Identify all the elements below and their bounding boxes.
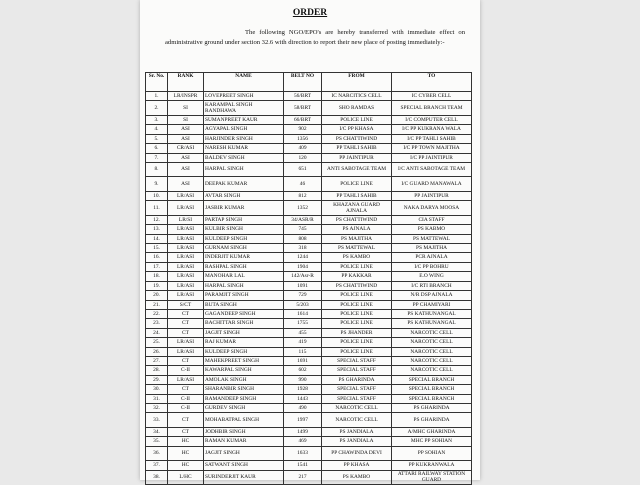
cell-from: PS CHATTIWIND (322, 215, 392, 224)
cell-from: PS JANDIALA (322, 427, 392, 436)
cell-name: SATWANT SINGH (204, 461, 284, 470)
cell-from: POLICE LINE (322, 291, 392, 300)
cell-to: NAKA DARYA MOOSA (392, 201, 472, 216)
cell-belt-no: 1091 (284, 281, 322, 290)
cell-belt-no: 990 (284, 375, 322, 384)
cell-name: DEEPAK KUMAR (204, 177, 284, 192)
table-row (146, 215, 472, 224)
cell-to: PP JAINTIPUR (392, 191, 472, 200)
cell-name: HARPAL SINGH (204, 281, 284, 290)
cell-from: PP JAINTIPUR (322, 153, 392, 162)
table-row (146, 281, 472, 290)
cell-sr-no: 23. (146, 319, 168, 328)
cell-to: MHC PP SOHIAN (392, 437, 472, 446)
cell-rank: L/HC (168, 470, 204, 485)
cell-from: PP KHASA (322, 461, 392, 470)
cell-from: SPECIAL STAFF (322, 394, 392, 403)
cell-to: N/R DSP AJNALA (392, 291, 472, 300)
cell-belt-no: 142/Asr-R (284, 272, 322, 281)
header-name: NAME (204, 73, 284, 92)
cell-from: NARCOTIC CELL (322, 413, 392, 428)
cell-from: PS MATTEWAL (322, 244, 392, 253)
table-row (146, 262, 472, 271)
cell-rank: CT (168, 309, 204, 318)
table-row (146, 177, 472, 192)
cell-from: I/C PP KHASA (322, 125, 392, 134)
cell-name: JODHBIR SINGH (204, 427, 284, 436)
cell-to: PS GHARINDA (392, 413, 472, 428)
cell-to: A/MHC GHARINDA (392, 427, 472, 436)
cell-sr-no: 6. (146, 144, 168, 153)
cell-belt-no: 1904 (284, 262, 322, 271)
intro-paragraph (165, 28, 465, 48)
cell-name: INDERJIT KUMAR (204, 253, 284, 262)
cell-rank: LR/ASI (168, 225, 204, 234)
cell-name: JASBIR KUMAR (204, 201, 284, 216)
header-sr-no: Sr. No. (146, 73, 168, 92)
cell-belt-no: 217 (284, 470, 322, 485)
cell-belt-no: 1541 (284, 461, 322, 470)
cell-to: SPECIAL BRANCH (392, 394, 472, 403)
cell-name: SUMANPREET KAUR (204, 115, 284, 124)
cell-sr-no: 33. (146, 413, 168, 428)
cell-sr-no: 26. (146, 347, 168, 356)
cell-name: AVTAR SINGH (204, 191, 284, 200)
table-row (146, 225, 472, 234)
page-title: ORDER (292, 8, 328, 18)
cell-sr-no: 10. (146, 191, 168, 200)
table-row (146, 272, 472, 281)
cell-rank: C-II (168, 403, 204, 412)
cell-from: PS AJNALA (322, 225, 392, 234)
cell-from: POLICE LINE (322, 177, 392, 192)
cell-to: NARCOTIC CELL (392, 347, 472, 356)
table-row (146, 375, 472, 384)
cell-belt-no: 419 (284, 338, 322, 347)
cell-sr-no: 17. (146, 262, 168, 271)
cell-to: SPECIAL BRANCH TEAM (392, 101, 472, 116)
cell-rank: LR/INSPR (168, 92, 204, 101)
cell-sr-no: 32. (146, 403, 168, 412)
cell-sr-no: 15. (146, 244, 168, 253)
cell-rank: LR/ASI (168, 234, 204, 243)
table-row (146, 347, 472, 356)
cell-name: RAMAN KUMAR (204, 437, 284, 446)
cell-rank: CT (168, 328, 204, 337)
cell-name: GURDEV SINGH (204, 403, 284, 412)
cell-from: PP KAKKAR (322, 272, 392, 281)
cell-name: SHARANBIR SINGH (204, 385, 284, 394)
cell-to: PS KATHUNANGAL (392, 319, 472, 328)
cell-belt-no: 115 (284, 347, 322, 356)
cell-sr-no: 25. (146, 338, 168, 347)
cell-sr-no: 20. (146, 291, 168, 300)
table-row (146, 413, 472, 428)
cell-from: IC NARCITICS CELL (322, 92, 392, 101)
cell-sr-no: 18. (146, 272, 168, 281)
cell-rank: CT (168, 356, 204, 365)
cell-belt-no: 56/BRT (284, 92, 322, 101)
table-row (146, 201, 472, 216)
cell-belt-no: 1352 (284, 201, 322, 216)
table-row (146, 253, 472, 262)
cell-from: SHO RAMDAS (322, 101, 392, 116)
header-from: FROM (322, 73, 392, 92)
cell-from: POLICE LINE (322, 300, 392, 309)
cell-to: PS GHARINDA (392, 403, 472, 412)
cell-belt-no: 490 (284, 403, 322, 412)
cell-from: PS MAJITHA (322, 234, 392, 243)
cell-sr-no: 30. (146, 385, 168, 394)
table-row (146, 446, 472, 461)
table-row (146, 394, 472, 403)
cell-from: POLICE LINE (322, 338, 392, 347)
cell-sr-no: 19. (146, 281, 168, 290)
cell-to: E.O WING (392, 272, 472, 281)
cell-rank: CT (168, 319, 204, 328)
cell-to: NARCOTIC CELL (392, 366, 472, 375)
cell-name: BALDEV SINGH (204, 153, 284, 162)
cell-belt-no: 1633 (284, 446, 322, 461)
cell-sr-no: 2. (146, 101, 168, 116)
cell-from: PS JHANDER (322, 328, 392, 337)
cell-name: MOHABATPAL SINGH (204, 413, 284, 428)
cell-name: HARJINDER SINGH (204, 134, 284, 143)
cell-rank: LR/ASI (168, 201, 204, 216)
cell-to: NARCOTIC CELL (392, 338, 472, 347)
cell-sr-no: 16. (146, 253, 168, 262)
cell-name: BUTA SINGH (204, 300, 284, 309)
cell-from: SPECIAL STAFF (322, 356, 392, 365)
cell-belt-no: 1691 (284, 356, 322, 365)
cell-from: PS GHARINDA (322, 375, 392, 384)
cell-from: PP CHAWINDA DEVI (322, 446, 392, 461)
header-to: TO (392, 73, 472, 92)
table-row (146, 437, 472, 446)
cell-from: KHAZANA GUARD AJNALA (322, 201, 392, 216)
cell-name: GAGANDEEP SINGH (204, 309, 284, 318)
cell-rank: C-II (168, 394, 204, 403)
cell-rank: ASI (168, 177, 204, 192)
cell-belt-no: 46 (284, 177, 322, 192)
cell-from: POLICE LINE (322, 115, 392, 124)
table-header-row (146, 73, 472, 92)
cell-sr-no: 35. (146, 437, 168, 446)
cell-rank: CR/ASI (168, 144, 204, 153)
cell-name: AGYAPAL SINGH (204, 125, 284, 134)
cell-belt-no: 34/ASR/R (284, 215, 322, 224)
cell-to: I/C PP KUKRANA WALA (392, 125, 472, 134)
cell-belt-no: 1755 (284, 319, 322, 328)
cell-sr-no: 29. (146, 375, 168, 384)
cell-rank: LR/ASI (168, 191, 204, 200)
cell-rank: ASI (168, 153, 204, 162)
cell-belt-no: 812 (284, 191, 322, 200)
cell-rank: ASI (168, 162, 204, 177)
table-row (146, 234, 472, 243)
table-row (146, 338, 472, 347)
cell-from: PS CHATTIWIND (322, 281, 392, 290)
cell-to: I/C PP TAHLI SAHIB (392, 134, 472, 143)
table-row (146, 291, 472, 300)
table-row (146, 153, 472, 162)
cell-rank: CT (168, 413, 204, 428)
cell-to: I/C PP JAINTIPUR (392, 153, 472, 162)
cell-name: MAHEKPREET SINGH (204, 356, 284, 365)
cell-from: SPECIAL STAFF (322, 366, 392, 375)
table-row (146, 300, 472, 309)
cell-sr-no: 4. (146, 125, 168, 134)
cell-sr-no: 13. (146, 225, 168, 234)
table-row (146, 403, 472, 412)
cell-to: PP CHAMIYARI (392, 300, 472, 309)
table-row (146, 101, 472, 116)
cell-sr-no: 36. (146, 446, 168, 461)
cell-to: IC CYBER CELL (392, 92, 472, 101)
cell-sr-no: 34. (146, 427, 168, 436)
cell-belt-no: 902 (284, 125, 322, 134)
cell-belt-no: 318 (284, 244, 322, 253)
cell-rank: LR/SI (168, 215, 204, 224)
cell-belt-no: 1356 (284, 134, 322, 143)
table-row (146, 309, 472, 318)
cell-belt-no: 1499 (284, 427, 322, 436)
table-row (146, 366, 472, 375)
header-rank: RANK (168, 73, 204, 92)
cell-to: ATTARI RAILWAY STATION GUARD (392, 470, 472, 485)
cell-belt-no: 1614 (284, 309, 322, 318)
cell-belt-no: 1443 (284, 394, 322, 403)
cell-sr-no: 22. (146, 309, 168, 318)
cell-name: SURINDERJIT KAUR (204, 470, 284, 485)
cell-rank: C-II (168, 366, 204, 375)
cell-sr-no: 8. (146, 162, 168, 177)
cell-sr-no: 11. (146, 201, 168, 216)
cell-belt-no: 1997 (284, 413, 322, 428)
cell-belt-no: 58/BRT (284, 101, 322, 116)
table-row (146, 328, 472, 337)
cell-belt-no: 808 (284, 234, 322, 243)
cell-to: PS KATHUNANGAL (392, 309, 472, 318)
cell-sr-no: 3. (146, 115, 168, 124)
table-row (146, 244, 472, 253)
cell-to: PCR AJNALA (392, 253, 472, 262)
cell-rank: LR/ASI (168, 262, 204, 271)
cell-from: POLICE LINE (322, 319, 392, 328)
table-row (146, 385, 472, 394)
cell-belt-no: 651 (284, 162, 322, 177)
cell-belt-no: 1928 (284, 385, 322, 394)
cell-to: PS KABMO (392, 225, 472, 234)
cell-rank: HC (168, 446, 204, 461)
cell-to: PS MATTEWAL (392, 234, 472, 243)
cell-from: POLICE LINE (322, 309, 392, 318)
cell-belt-no: 120 (284, 153, 322, 162)
table-row (146, 427, 472, 436)
cell-sr-no: 7. (146, 153, 168, 162)
cell-name: HARPAL SINGH (204, 162, 284, 177)
cell-name: NARESH KUMAR (204, 144, 284, 153)
cell-rank: LR/ASI (168, 253, 204, 262)
cell-name: RAMANDEEP SINGH (204, 394, 284, 403)
cell-name: KARAMPAL SINGH RANDHAWA (204, 101, 284, 116)
cell-to: I/C GUARD MANAWALA (392, 177, 472, 192)
cell-sr-no: 28. (146, 366, 168, 375)
cell-sr-no: 27. (146, 356, 168, 365)
cell-to: SPECIAL BRANCH (392, 385, 472, 394)
cell-from: POLICE LINE (322, 262, 392, 271)
cell-rank: LR/ASI (168, 347, 204, 356)
cell-sr-no: 24. (146, 328, 168, 337)
cell-belt-no: 469 (284, 437, 322, 446)
cell-belt-no: 5/203 (284, 300, 322, 309)
table-row (146, 134, 472, 143)
cell-sr-no: 21. (146, 300, 168, 309)
cell-rank: CT (168, 427, 204, 436)
cell-rank: HC (168, 437, 204, 446)
table-row (146, 470, 472, 485)
cell-sr-no: 31. (146, 394, 168, 403)
cell-sr-no: 38. (146, 470, 168, 485)
cell-to: I/C PP TOWN MAJITHA (392, 144, 472, 153)
cell-from: PS CHATTIWIND (322, 134, 392, 143)
cell-rank: LR/ASI (168, 281, 204, 290)
cell-sr-no: 37. (146, 461, 168, 470)
cell-rank: LR/ASI (168, 291, 204, 300)
table-row (146, 461, 472, 470)
cell-from: PP TAHLI SAHIB (322, 144, 392, 153)
cell-from: PP TAHLI SAHIB (322, 191, 392, 200)
cell-from: SPECIAL STAFF (322, 385, 392, 394)
cell-to: NARCOTIC CELL (392, 356, 472, 365)
table-row (146, 319, 472, 328)
cell-rank: HC (168, 461, 204, 470)
cell-name: MANOHAR LAL (204, 272, 284, 281)
cell-rank: LR/ASI (168, 375, 204, 384)
cell-sr-no: 9. (146, 177, 168, 192)
cell-to: I/C RTI BRANCH (392, 281, 472, 290)
cell-from: PS JANDIALA (322, 437, 392, 446)
cell-to: I/C ANTI SABOTAGE TEAM (392, 162, 472, 177)
table-row (146, 115, 472, 124)
table-body (146, 92, 472, 485)
cell-rank: SI (168, 115, 204, 124)
table-row (146, 125, 472, 134)
cell-rank: CT (168, 385, 204, 394)
cell-belt-no: 729 (284, 291, 322, 300)
cell-to: I/C COMPUTER CELL (392, 115, 472, 124)
cell-name: JAGJIT SINGH (204, 328, 284, 337)
cell-name: PARAMJIT SINGH (204, 291, 284, 300)
cell-rank: LR/ASI (168, 338, 204, 347)
cell-rank: ASI (168, 125, 204, 134)
cell-from: PS KAMBO (322, 253, 392, 262)
cell-sr-no: 14. (146, 234, 168, 243)
cell-to: SPECIAL BRANCH (392, 375, 472, 384)
cell-belt-no: 455 (284, 328, 322, 337)
cell-name: AMOLAK SINGH (204, 375, 284, 384)
cell-rank: ASI (168, 134, 204, 143)
cell-name: RASHPAL SINGH (204, 262, 284, 271)
cell-name: KULDEEP SINGH (204, 347, 284, 356)
cell-to: CIA STAFF (392, 215, 472, 224)
cell-belt-no: 745 (284, 225, 322, 234)
cell-sr-no: 12. (146, 215, 168, 224)
cell-rank: LR/ASI (168, 244, 204, 253)
cell-from: NARCOTIC CELL (322, 403, 392, 412)
table-row (146, 162, 472, 177)
cell-to: PS MAJITHA (392, 244, 472, 253)
cell-belt-no: 66/BRT (284, 115, 322, 124)
table-row (146, 92, 472, 101)
cell-from: PS KAMBO (322, 470, 392, 485)
table-row (146, 144, 472, 153)
cell-to: PP KUKRANWALA (392, 461, 472, 470)
cell-name: JAGJIT SINGH (204, 446, 284, 461)
cell-name: KULDEEP SINGH (204, 234, 284, 243)
intro-text: The following NGO/EPO's are hereby transferred with immediate effect on administrative ground under section 32.6 with direction to report their new place of posting immediately:- (165, 29, 465, 46)
cell-rank: S/CT (168, 300, 204, 309)
header-belt-no: BELT NO (284, 73, 322, 92)
cell-name: KULBIR SINGH (204, 225, 284, 234)
cell-belt-no: 602 (284, 366, 322, 375)
table-row (146, 356, 472, 365)
cell-from: ANTI SABOTAGE TEAM (322, 162, 392, 177)
cell-name: GURNAM SINGH (204, 244, 284, 253)
cell-name: BACHITTAR SINGH (204, 319, 284, 328)
cell-name: PARTAP SINGH (204, 215, 284, 224)
cell-rank: LR/ASI (168, 272, 204, 281)
cell-sr-no: 5. (146, 134, 168, 143)
cell-rank: SI (168, 101, 204, 116)
cell-sr-no: 1. (146, 92, 168, 101)
transfer-table (145, 72, 472, 485)
cell-name: LOVEPREET SINGH (204, 92, 284, 101)
cell-to: I/C PP BOHRU (392, 262, 472, 271)
cell-name: RAJ KUMAR (204, 338, 284, 347)
cell-belt-no: 1244 (284, 253, 322, 262)
table-row (146, 191, 472, 200)
cell-belt-no: 409 (284, 144, 322, 153)
cell-from: POLICE LINE (322, 347, 392, 356)
cell-name: KAWARPAL SINGH (204, 366, 284, 375)
cell-to: NARCOTIC CELL (392, 328, 472, 337)
cell-to: PP SOHIAN (392, 446, 472, 461)
